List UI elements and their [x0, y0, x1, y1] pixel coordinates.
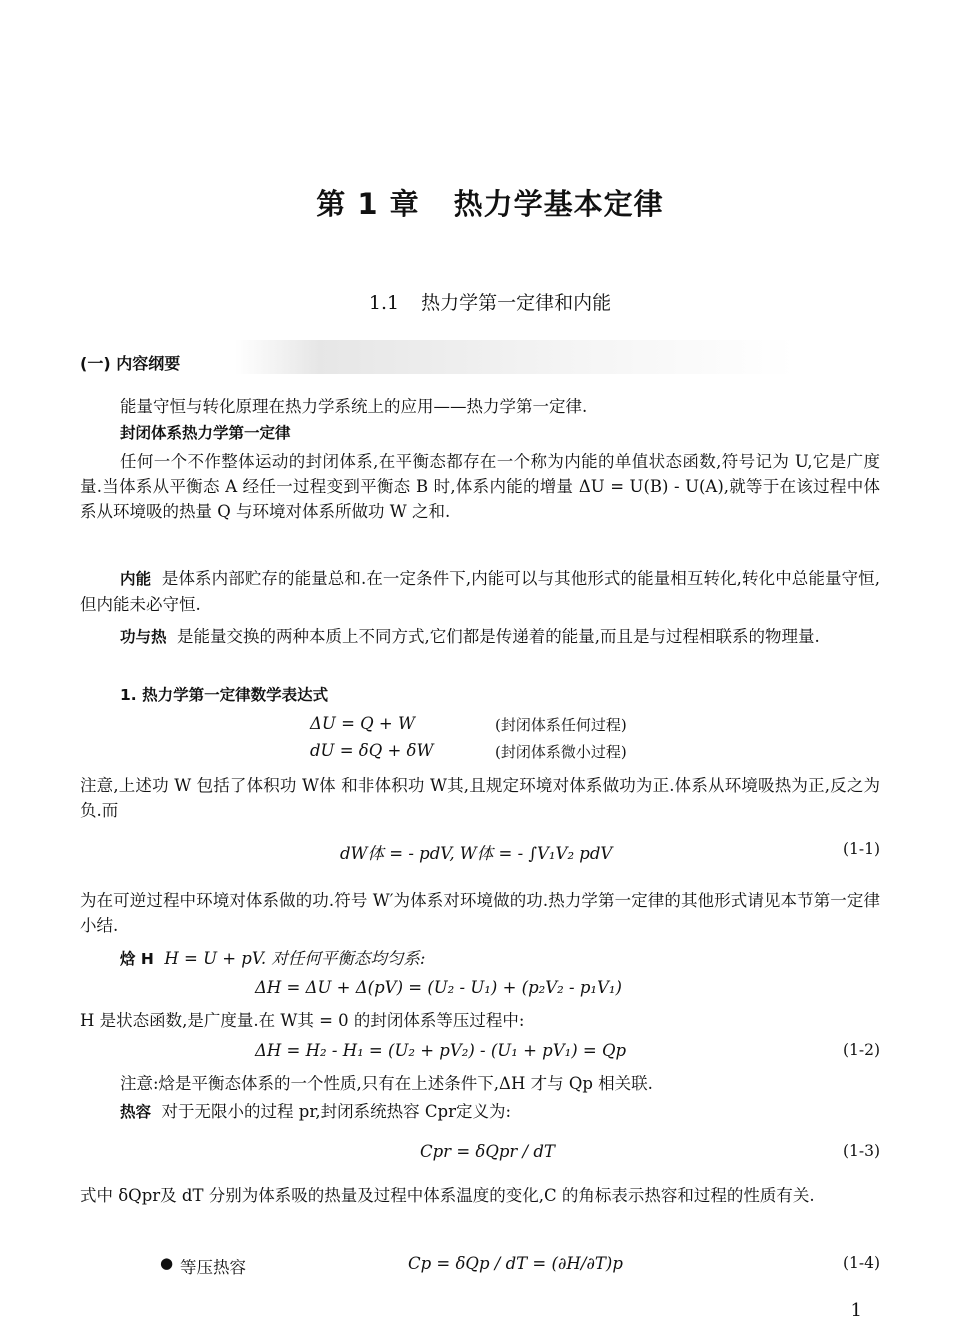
equation-number: (1-1): [842, 840, 880, 858]
equation-expr: ΔH = ΔU + Δ(pV) = (U₂ - U₁) + (p₂V₂ - p₁V₁): [255, 978, 622, 997]
equation-first-law: [80, 714, 880, 740]
chapter-name: 热力学基本定律: [453, 187, 664, 221]
equation-enthalpy-change: [80, 978, 880, 1004]
bullet-isobaric-heat-capacity: [80, 1254, 880, 1280]
page-number: 1: [850, 1300, 862, 1321]
equation-expr: Cpr = δQpr / dT: [420, 1142, 555, 1161]
equation-number: (1-4): [842, 1254, 880, 1272]
equation-expr: dW体 = - pdV, W体 = - ∫V₁V₂ pdV: [340, 844, 613, 863]
equation-expr: ΔH = H₂ - H₁ = (U₂ + pV₂) - (U₁ + pV₁) = Qp: [255, 1041, 627, 1060]
def-heat-capacity: 对于无限小的过程 pr,封闭系统热容 Cpr定义为:: [161, 1102, 512, 1121]
section-name: 热力学第一定律和内能: [421, 292, 612, 314]
term-internal-energy: 内能: [120, 570, 152, 588]
equation-1-2: [80, 1041, 880, 1067]
para-heat-capacity: [80, 1099, 880, 1125]
scan-smudge: [235, 340, 795, 374]
def-internal-energy: 是体系内部贮存的能量总和.在一定条件下,内能可以与其他形式的能量相互转化,转化中总能量守恒,但内能未必守恒.: [80, 569, 880, 614]
para-enthalpy-note: 注意:焓是平衡态体系的一个性质,只有在上述条件下,ΔH 才与 Qp 相关联.: [120, 1074, 653, 1093]
def-enthalpy: H = U + pV. 对任何平衡态均匀系:: [164, 949, 426, 968]
term-heat-capacity: 热容: [120, 1103, 152, 1121]
bullet-icon: ●: [160, 1254, 174, 1272]
term-work-heat: 功与热: [120, 628, 167, 646]
para-work-heat: [80, 624, 880, 650]
para-enthalpy: [80, 946, 880, 972]
def-work-heat: 是能量交换的两种本质上不同方式,它们都是传递着的能量,而且是与过程相联系的物理量.: [177, 627, 820, 646]
equation-note: (封闭体系微小过程): [495, 743, 627, 761]
para-intro: 能量守恒与转化原理在热力学系统上的应用——热力学第一定律.: [120, 397, 588, 416]
equation-expr: ΔU = Q + W: [310, 714, 415, 733]
para-reversible-work: 为在可逆过程中环境对体系做的功.符号 W′为体系对环境做的功.热力学第一定律的其他形式请见本节第一定律小结.: [80, 891, 880, 935]
para-work-sign: 注意,上述功 W 包括了体积功 W体 和非体积功 W其,且规定环境对体系做功为正.体系从环境吸热为正,反之为负.而: [80, 776, 880, 820]
bullet-label: 等压热容: [180, 1258, 246, 1277]
para-internal-energy: [80, 566, 880, 617]
equation-note: (封闭体系任何过程): [495, 716, 627, 734]
equation-number: (1-3): [842, 1142, 880, 1160]
subhead-closed-system: 封闭体系热力学第一定律: [120, 424, 291, 442]
section-title: [0, 288, 980, 315]
equation-number: (1-2): [842, 1041, 880, 1059]
para-isobaric: H 是状态函数,是广度量.在 W其 = 0 的封闭体系等压过程中:: [80, 1011, 525, 1030]
content-heading: (一) 内容纲要: [80, 354, 181, 373]
chapter-number: 第 1 章: [316, 187, 420, 221]
para-closed-system: 任何一个不作整体运动的封闭体系,在平衡态都存在一个称为内能的单值状态函数,符号记为 U,它是广度量.当体系从平衡态 A 经任一过程变到平衡态 B 时,体系内能的增量 ΔU = U(B) - U(A),就等于在该过程中体系从环境吸的热量 Q 与环境对体系所做功 W 之和.: [80, 452, 880, 521]
equation-1-3: [80, 1142, 880, 1168]
equation-first-law-differential: [80, 741, 880, 767]
equation-expr: Cp = δQp / dT = (∂H/∂T)p: [408, 1254, 623, 1273]
section-number: 1.1: [368, 292, 400, 314]
equation-1-1: [80, 840, 880, 866]
para-heat-capacity-explain: 式中 δQpr及 dT 分别为体系吸的热量及过程中体系温度的变化,C 的角标表示热容和过程的性质有关.: [80, 1186, 815, 1205]
term-enthalpy: 焓 H: [120, 950, 154, 968]
equation-expr: dU = δQ + δW: [310, 741, 434, 760]
subhead-math-expression: 1. 热力学第一定律数学表达式: [120, 686, 329, 704]
chapter-title: [0, 182, 980, 223]
